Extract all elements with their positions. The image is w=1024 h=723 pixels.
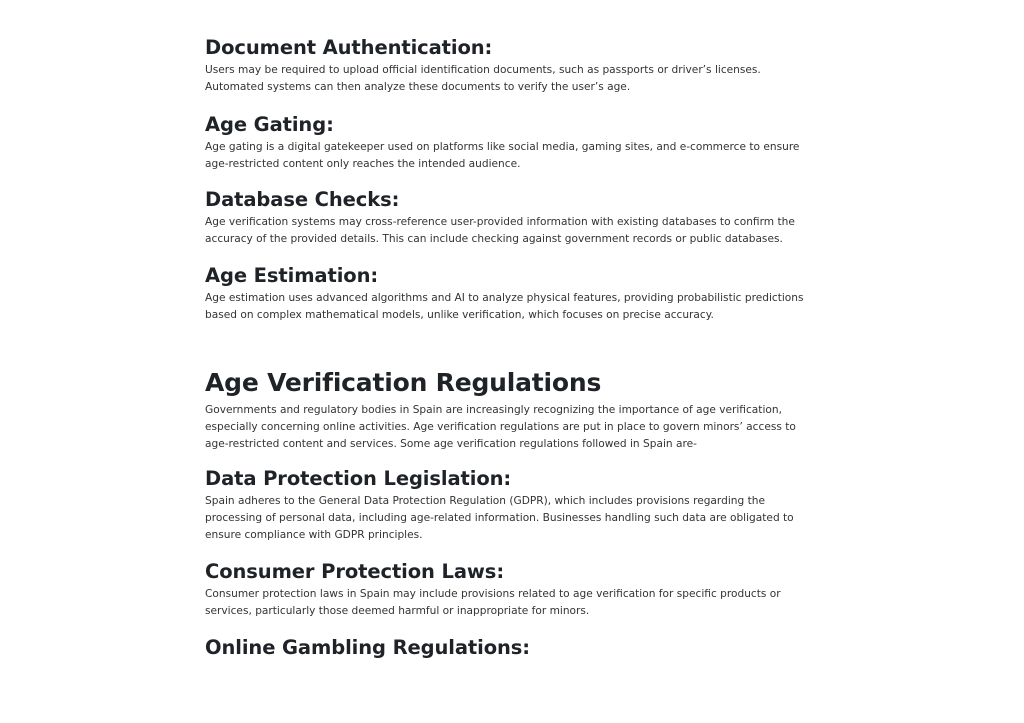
text-consumer-protection-laws: Consumer protection laws in Spain may include provisions related to age verification for specific products or services, particularly those deemed harmful or inappropriate for minors. (205, 588, 781, 617)
section-online-gambling-regulations (205, 636, 820, 660)
text-age-estimation: Age estimation uses advanced algorithms and AI to analyze physical features, providing probabilistic predictions based on complex mathematical models, unlike verification, which focuses on precise accuracy. (205, 292, 804, 321)
section-document-authentication (205, 36, 820, 96)
section-database-checks (205, 188, 820, 248)
section-consumer-protection-laws (205, 560, 820, 620)
text-age-gating: Age gating is a digital gatekeeper used on platforms like social media, gaming sites, and e-commerce to ensure age-restricted content only reaches the intended audience. (205, 141, 800, 170)
heading-consumer-protection-laws: Consumer Protection Laws: (205, 560, 505, 583)
heading-age-verification-regulations: Age Verification Regulations (205, 368, 602, 397)
section-data-protection-legislation (205, 467, 820, 544)
section-age-gating (205, 113, 820, 173)
text-data-protection-legislation: Spain adheres to the General Data Protection Regulation (GDPR), which includes provisions regarding the processing of personal data, including age-related information. Businesses handling such data are obligated to ensure compliance with GDPR principles. (205, 495, 794, 541)
heading-data-protection-legislation: Data Protection Legislation: (205, 467, 512, 490)
text-database-checks: Age verification systems may cross-reference user-provided information with existing databases to confirm the accuracy of the provided details. This can include checking against government records or public databases. (205, 216, 795, 245)
heading-document-authentication: Document Authentication: (205, 36, 493, 59)
heading-age-gating: Age Gating: (205, 113, 334, 136)
section-age-verification-regulations (205, 368, 820, 453)
section-age-estimation (205, 264, 820, 324)
text-document-authentication: Users may be required to upload official identification documents, such as passports or driver’s licenses. Automated systems can then analyze these documents to verify the user’s age. (205, 64, 761, 93)
heading-database-checks: Database Checks: (205, 188, 400, 211)
heading-age-estimation: Age Estimation: (205, 264, 379, 287)
heading-online-gambling-regulations: Online Gambling Regulations: (205, 636, 530, 659)
text-regulations-intro: Governments and regulatory bodies in Spain are increasingly recognizing the importance of age verification, especially concerning online activities. Age verification regulations are put in place to govern minors’ access to age-restricted content and services. Some age verification regulations followed in Spain are- (205, 404, 796, 450)
